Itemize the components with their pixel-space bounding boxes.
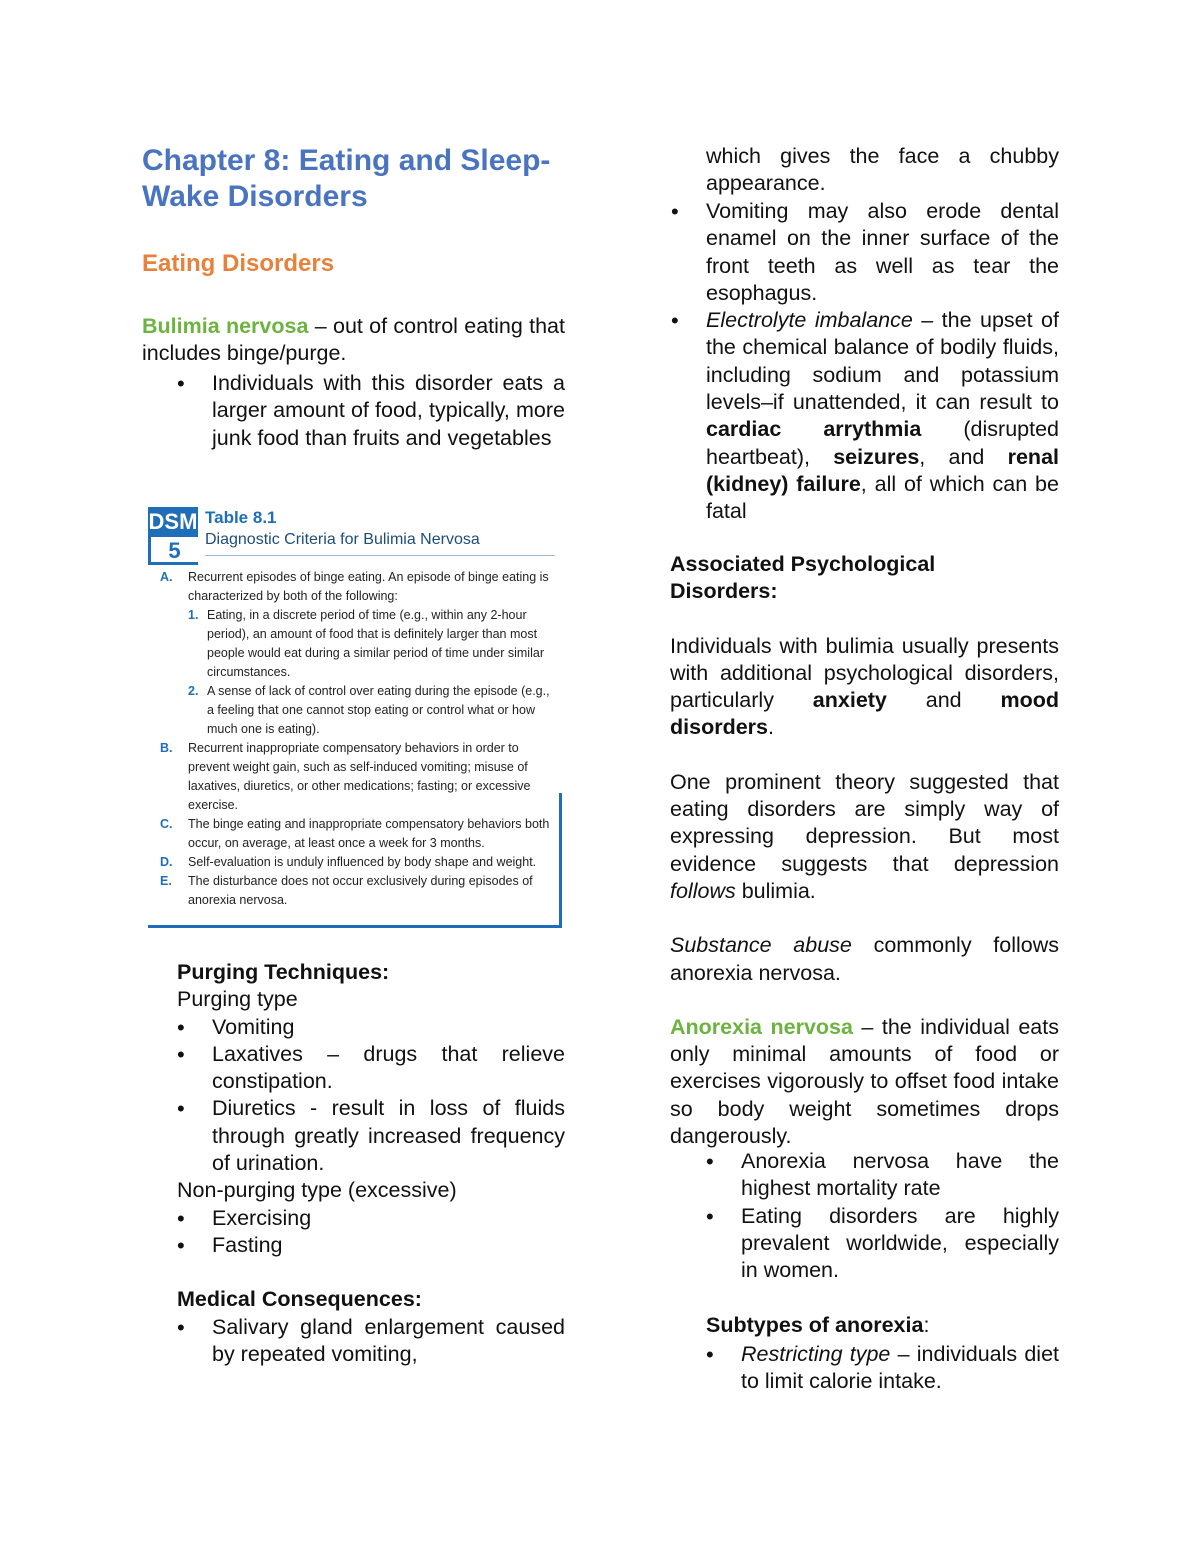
purging-list xyxy=(212,1014,565,1178)
chapter-title: Chapter 8: Eating and Sleep-Wake Disorders xyxy=(142,144,551,213)
associated-p2: One prominent theory suggested that eating disorders are simply way of expressing depression. But most evidence suggests that depression follows bulimia. xyxy=(670,769,1059,903)
medical-list-continued xyxy=(706,198,1059,526)
table-border xyxy=(559,793,562,928)
list-item: • Vomiting xyxy=(212,1014,565,1041)
salivary-continuation: which gives the face a chubby appearance. xyxy=(706,144,1059,196)
dsm-table xyxy=(148,503,562,928)
table-rule xyxy=(205,555,555,556)
purging-heading: Purging Techniques: xyxy=(177,960,390,984)
table-border xyxy=(148,925,562,928)
list-item: • Vomiting may also erode dental enamel on the inner surface of the front teeth as well as tear the esophagus. xyxy=(706,198,1059,307)
purging-type-label: Purging type xyxy=(177,987,298,1012)
list-item: • Anorexia nervosa have the highest mortality rate xyxy=(741,1148,1059,1203)
associated-p3: Substance abuse commonly follows anorexia nervosa. xyxy=(670,933,1059,985)
criterion-a1: 1. Eating, in a discrete period of time (e.g., within any 2-hour period), an amount of food that is definitely larger than most people would eat during a similar period of time under similar circumstances. xyxy=(188,608,544,679)
table-title: Table 8.1 xyxy=(205,508,277,527)
criterion-a: A. Recurrent episodes of binge eating. An episode of binge eating is characterized by both of the following: xyxy=(160,570,549,603)
section-title: Eating Disorders xyxy=(142,250,335,277)
list-item: • Electrolyte imbalance – the upset of the chemical balance of bodily fluids, including sodium and potassium levels–if unattended, it can result to cardiac arrythmia (disrupted heartbeat), seizures, and renal (kidney) failure, all of which can be fatal xyxy=(706,307,1059,525)
anorexia-definition: Anorexia nervosa – the individual eats only minimal amounts of food or exercises vigorously to offset food intake so body weight sometimes drops dangerously. xyxy=(670,1014,1059,1149)
purging-section xyxy=(177,959,565,1368)
list-item: • Fasting xyxy=(212,1232,565,1259)
bulimia-definition: Bulimia nervosa – out of control eating that includes binge/purge. xyxy=(142,314,565,366)
associated-section xyxy=(670,551,1059,1150)
bulimia-bullets xyxy=(212,370,565,452)
table-subtitle: Diagnostic Criteria for Bulimia Nervosa xyxy=(205,531,480,548)
list-item: • Restricting type – individuals diet to limit calorie intake. xyxy=(741,1341,1059,1396)
associated-p1: Individuals with bulimia usually presents with additional psychological disorders, particularly anxiety and mood disorders. xyxy=(670,633,1059,740)
criterion-a2: 2. A sense of lack of control over eating during the episode (e.g., a feeling that one cannot stop eating or control what or how much one is eating). xyxy=(188,684,550,736)
criterion-e: E. The disturbance does not occur exclusively during episodes of anorexia nervosa. xyxy=(160,874,533,907)
list-item: • Salivary gland enlargement caused by repeated vomiting, xyxy=(212,1314,565,1369)
criterion-b: B. Recurrent inappropriate compensatory behaviors in order to prevent weight gain, such as self-induced vomiting; misuse of laxatives, diuretics, or other medications; fasting; or excessive exercise. xyxy=(160,741,531,812)
subtypes-list xyxy=(741,1341,1059,1396)
bulimia-term: Bulimia nervosa xyxy=(142,314,309,338)
anorexia-bullets xyxy=(741,1148,1059,1284)
medical-heading: Medical Consequences: xyxy=(177,1287,422,1312)
nonpurging-label: Non-purging type (excessive) xyxy=(177,1178,457,1203)
list-item: • Exercising xyxy=(212,1205,565,1232)
list-item: • Eating disorders are highly prevalent worldwide, especially in women. xyxy=(741,1203,1059,1285)
list-item: • Diuretics - result in loss of fluids through greatly increased frequency of urination. xyxy=(212,1095,565,1177)
list-item: • Individuals with this disorder eats a larger amount of food, typically, more junk food than fruits and vegetables xyxy=(212,370,565,452)
dsm5-logo: DSM 5 xyxy=(148,509,198,563)
criterion-c: C. The binge eating and inappropriate compensatory behaviors both occur, on average, at least once a week for 3 months. xyxy=(160,817,550,850)
associated-heading: Associated Psychological Disorders: xyxy=(670,552,936,604)
subtypes-heading: Subtypes of anorexia: xyxy=(706,1313,930,1337)
medical-list xyxy=(212,1314,565,1369)
list-item: • Laxatives – drugs that relieve constipation. xyxy=(212,1041,565,1096)
table-body xyxy=(148,568,556,910)
nonpurging-list xyxy=(212,1205,565,1260)
criterion-d: D. Self-evaluation is unduly influenced by body shape and weight. xyxy=(160,855,537,869)
